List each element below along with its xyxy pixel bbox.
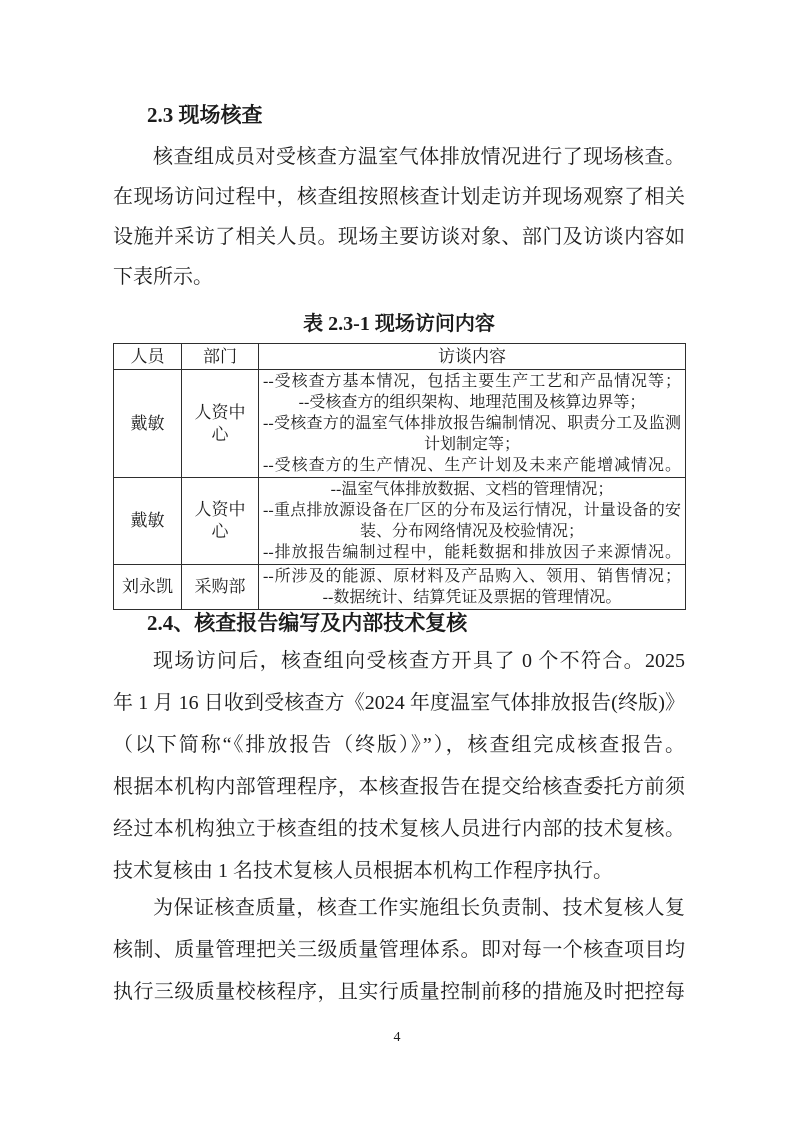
section-2-4-heading: 2.4、核查报告编写及内部技术复核 [147, 611, 468, 635]
paragraph-line: 核制、质量管理把关三级质量管理体系。即对每一个核查项目均 [113, 939, 685, 961]
interview-content-cell [259, 370, 686, 478]
person-cell: 戴敏 [114, 370, 182, 478]
person-cell: 戴敏 [114, 478, 182, 565]
paragraph-line: 为保证核查质量，核查工作实施组长负责制、技术复核人复 [153, 897, 685, 919]
department-cell: 人资中心 [182, 370, 259, 478]
paragraph-line: 设施并采访了相关人员。现场主要访谈对象、部门及访谈内容如 [113, 226, 685, 248]
content-line: --受核查方基本情况，包括主要生产工艺和产品情况等； [263, 373, 681, 390]
paragraph-line: 根据本机构内部管理程序，本核查报告在提交给核查委托方前须 [113, 776, 685, 798]
paragraph-line: 核查组成员对受核查方温室气体排放情况进行了现场核查。 [153, 146, 685, 168]
person-cell: 刘永凯 [114, 565, 182, 610]
site-visit-table [113, 343, 686, 610]
content-line: 装、分布网络情况及校验情况； [359, 523, 584, 540]
table-header-person: 人员 [114, 344, 182, 370]
table-header-department: 部门 [182, 344, 259, 370]
table-header-row [114, 344, 686, 370]
table-row [114, 478, 686, 565]
interview-content-cell [259, 565, 686, 610]
content-line: --受核查方的温室气体排放报告编制情况、职责分工及监测 [263, 415, 681, 432]
content-line: --温室气体排放数据、文档的管理情况； [330, 481, 614, 498]
section-2-3-heading: 2.3 现场核查 [147, 103, 263, 127]
paragraph-line: 下表所示。 [113, 266, 213, 288]
paragraph-line: 在现场访问过程中，核查组按照核查计划走访并现场观察了相关 [113, 186, 685, 208]
section-2-3-paragraph [113, 137, 685, 297]
interview-content-cell [259, 478, 686, 565]
table-title: 表 2.3-1 现场访问内容 [303, 313, 495, 335]
paragraph-line: 执行三级质量校核程序，且实行质量控制前移的措施及时把控每 [113, 981, 685, 1003]
page-number: 4 [393, 1030, 401, 1045]
section-2-4-paragraph-1 [113, 640, 685, 892]
paragraph-line: 经过本机构独立于核查组的技术复核人员进行内部的技术复核。 [113, 818, 685, 840]
content-line: 计划制定等； [423, 436, 520, 453]
content-line: --所涉及的能源、原材料及产品购入、领用、销售情况； [263, 568, 681, 585]
paragraph-line: 年 1 月 16 日收到受核查方《2024 年度温室气体排放报告(终版)》 [113, 692, 685, 714]
paragraph-line: 技术复核由 1 名技术复核人员根据本机构工作程序执行。 [113, 860, 613, 882]
content-line: --重点排放源设备在厂区的分布及运行情况，计量设备的安 [263, 502, 681, 519]
section-2-4-paragraph-2 [113, 887, 685, 1013]
paragraph-line: 现场访问后，核查组向受核查方开具了 0 个不符合。2025 [153, 650, 685, 672]
table-row [114, 370, 686, 478]
content-line: --数据统计、结算凭证及票据的管理情况。 [322, 589, 622, 606]
table-row [114, 565, 686, 610]
paragraph-line: （以下简称“《排放报告（终版）》”），核查组完成核查报告。 [113, 734, 685, 756]
department-cell: 采购部 [182, 565, 259, 610]
content-line: --受核查方的生产情况、生产计划及未来产能增减情况。 [263, 457, 681, 474]
department-cell: 人资中心 [182, 478, 259, 565]
content-line: --受核查方的组织架构、地理范围及核算边界等； [298, 394, 646, 411]
table-header-content: 访谈内容 [259, 344, 686, 370]
content-line: --排放报告编制过程中，能耗数据和排放因子来源情况。 [263, 544, 681, 561]
